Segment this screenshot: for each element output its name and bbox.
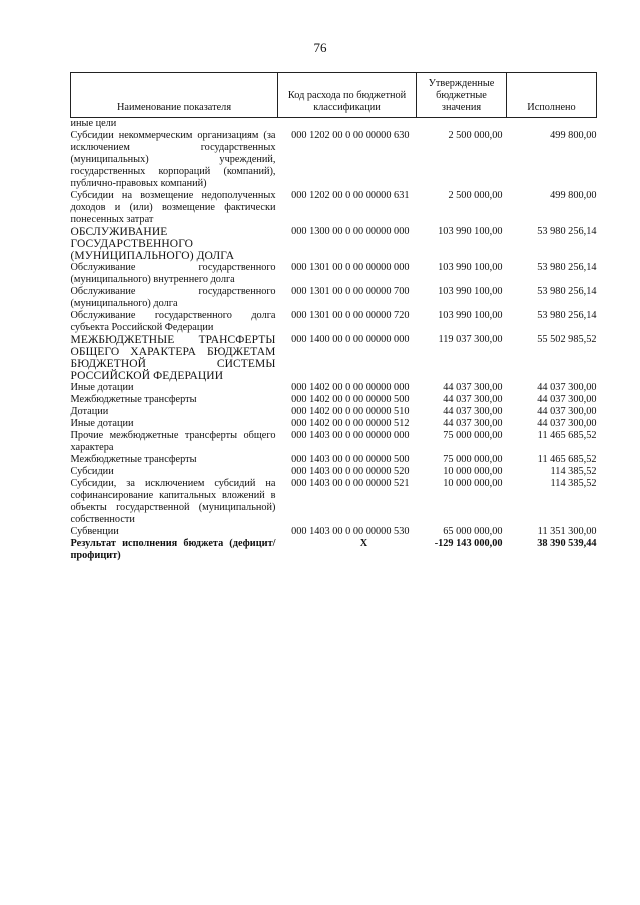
table-row — [71, 430, 597, 454]
row-code-cell: 000 1403 00 0 00 00000 521 — [291, 478, 410, 489]
row-executed-cell: 38 390 539,44 — [537, 538, 597, 549]
table-row — [71, 130, 597, 190]
table-row — [71, 382, 597, 394]
row-code-cell: 000 1300 00 0 00 00000 000 — [291, 226, 410, 237]
page-number: 76 — [313, 40, 327, 55]
table-body — [71, 118, 597, 563]
row-code-cell: 000 1301 00 0 00 00000 720 — [291, 310, 410, 321]
budget-table — [70, 72, 597, 562]
row-name-cell: иные цели — [70, 118, 117, 129]
row-executed-cell: 114 385,52 — [550, 478, 597, 489]
table-row — [71, 418, 597, 430]
row-approved-cell: 44 037 300,00 — [443, 394, 503, 405]
row-executed-cell: 53 980 256,14 — [537, 226, 597, 237]
row-code-cell: 000 1402 00 0 00 00000 510 — [291, 406, 410, 417]
row-executed-cell: 44 037 300,00 — [537, 394, 597, 405]
row-name-cell: Обслуживание государственного долга субъекта Российской Федерации — [70, 310, 276, 333]
row-code-cell: 000 1402 00 0 00 00000 512 — [291, 418, 410, 429]
row-executed-cell: 53 980 256,14 — [537, 310, 597, 321]
table-row — [71, 406, 597, 418]
row-executed-cell: 11 465 685,52 — [537, 454, 597, 465]
row-approved-cell: 2 500 000,00 — [448, 190, 503, 201]
header-executed: Исполнено — [507, 73, 597, 118]
row-code-cell: 000 1202 00 0 00 00000 630 — [291, 130, 410, 141]
row-name-cell: Иные дотации — [70, 418, 134, 429]
row-code-cell: X — [359, 538, 368, 549]
row-name-cell: Субсидии некоммерческим организациям (за исключением государственных (муниципальных) учреждений, государственных корпораций (компаний), публично-правовых компаний) — [70, 130, 276, 189]
row-approved-cell: 10 000 000,00 — [443, 466, 503, 477]
row-name-cell: Результат исполнения бюджета (дефицит/профицит) — [70, 538, 276, 561]
row-code-cell: 000 1402 00 0 00 00000 500 — [291, 394, 410, 405]
row-approved-cell: 65 000 000,00 — [443, 526, 503, 537]
row-name-cell: МЕЖБЮДЖЕТНЫЕ ТРАНСФЕРТЫ ОБЩЕГО ХАРАКТЕРА БЮДЖЕТАМ БЮДЖЕТНОЙ СИСТЕМЫ РОССИЙСКОЙ ФЕДЕРАЦИИ — [70, 334, 276, 382]
table-row — [71, 118, 597, 131]
row-code-cell: 000 1403 00 0 00 00000 500 — [291, 454, 410, 465]
row-approved-cell: -129 143 000,00 — [434, 538, 503, 549]
row-name-cell: Дотации — [70, 406, 109, 417]
row-name-cell: Субвенции — [70, 526, 119, 537]
table-row — [71, 526, 597, 538]
row-approved-cell: 44 037 300,00 — [443, 382, 503, 393]
header-code: Код расхода по бюджетной классификации — [278, 73, 417, 118]
row-code-cell: 000 1403 00 0 00 00000 530 — [291, 526, 410, 537]
table-header-row — [71, 73, 597, 118]
row-executed-cell: 53 980 256,14 — [537, 286, 597, 297]
table-row — [71, 466, 597, 478]
table-row — [71, 454, 597, 466]
row-name-cell: Иные дотации — [70, 382, 134, 393]
row-name-cell: Межбюджетные трансферты — [70, 394, 197, 405]
row-name-cell: Прочие межбюджетные трансферты общего характера — [70, 430, 276, 453]
row-approved-cell: 75 000 000,00 — [443, 430, 503, 441]
row-name-cell: Обслуживание государственного (муниципального) внутреннего долга — [70, 262, 276, 285]
row-approved-cell: 44 037 300,00 — [443, 418, 503, 429]
row-approved-cell: 103 990 100,00 — [438, 226, 503, 237]
table-row — [71, 394, 597, 406]
row-executed-cell: 11 351 300,00 — [537, 526, 597, 537]
row-executed-cell: 55 502 985,52 — [537, 334, 597, 345]
row-executed-cell: 499 800,00 — [550, 190, 597, 201]
table-row-total — [71, 538, 597, 562]
row-code-cell: 000 1403 00 0 00 00000 520 — [291, 466, 410, 477]
row-approved-cell — [417, 118, 507, 131]
row-approved-cell: 103 990 100,00 — [438, 286, 503, 297]
row-code-cell — [278, 118, 417, 131]
table-row — [71, 286, 597, 310]
row-executed-cell: 114 385,52 — [550, 466, 597, 477]
row-code-cell: 000 1402 00 0 00 00000 000 — [291, 382, 410, 393]
row-code-cell: 000 1403 00 0 00 00000 000 — [291, 430, 410, 441]
row-executed-cell: 499 800,00 — [550, 130, 597, 141]
row-executed-cell: 11 465 685,52 — [537, 430, 597, 441]
row-executed-cell — [507, 118, 597, 131]
row-code-cell: 000 1301 00 0 00 00000 700 — [291, 286, 410, 297]
row-name-cell: Обслуживание государственного (муниципального) долга — [70, 286, 276, 309]
row-code-cell: 000 1400 00 0 00 00000 000 — [291, 334, 410, 345]
row-name-cell: Межбюджетные трансферты — [70, 454, 197, 465]
row-executed-cell: 44 037 300,00 — [537, 406, 597, 417]
row-code-cell: 000 1301 00 0 00 00000 000 — [291, 262, 410, 273]
table-row — [71, 334, 597, 382]
row-approved-cell: 103 990 100,00 — [438, 262, 503, 273]
row-approved-cell: 75 000 000,00 — [443, 454, 503, 465]
table-row — [71, 478, 597, 526]
row-name-cell: Субсидии, за исключением субсидий на софинансирование капитальных вложений в объекты государственной (муниципальной) собственности — [70, 478, 276, 525]
row-approved-cell: 2 500 000,00 — [448, 130, 503, 141]
table-row — [71, 262, 597, 286]
row-name-cell: Субсидии — [70, 466, 114, 477]
row-approved-cell: 119 037 300,00 — [438, 334, 503, 345]
header-approved: Утвержденные бюджетные значения — [417, 73, 507, 118]
row-code-cell: 000 1202 00 0 00 00000 631 — [291, 190, 410, 201]
row-name-cell: ОБСЛУЖИВАНИЕ ГОСУДАРСТВЕННОГО (МУНИЦИПАЛЬНОГО) ДОЛГА — [70, 226, 235, 262]
table-row — [71, 310, 597, 334]
row-approved-cell: 10 000 000,00 — [443, 478, 503, 489]
row-name-cell: Субсидии на возмещение недополученных доходов и (или) возмещение фактически понесенных затрат — [70, 190, 276, 225]
table-row — [71, 226, 597, 262]
row-approved-cell: 103 990 100,00 — [438, 310, 503, 321]
table-row — [71, 190, 597, 226]
row-executed-cell: 44 037 300,00 — [537, 418, 597, 429]
row-executed-cell: 44 037 300,00 — [537, 382, 597, 393]
row-approved-cell: 44 037 300,00 — [443, 406, 503, 417]
row-executed-cell: 53 980 256,14 — [537, 262, 597, 273]
header-name: Наименование показателя — [71, 73, 278, 118]
